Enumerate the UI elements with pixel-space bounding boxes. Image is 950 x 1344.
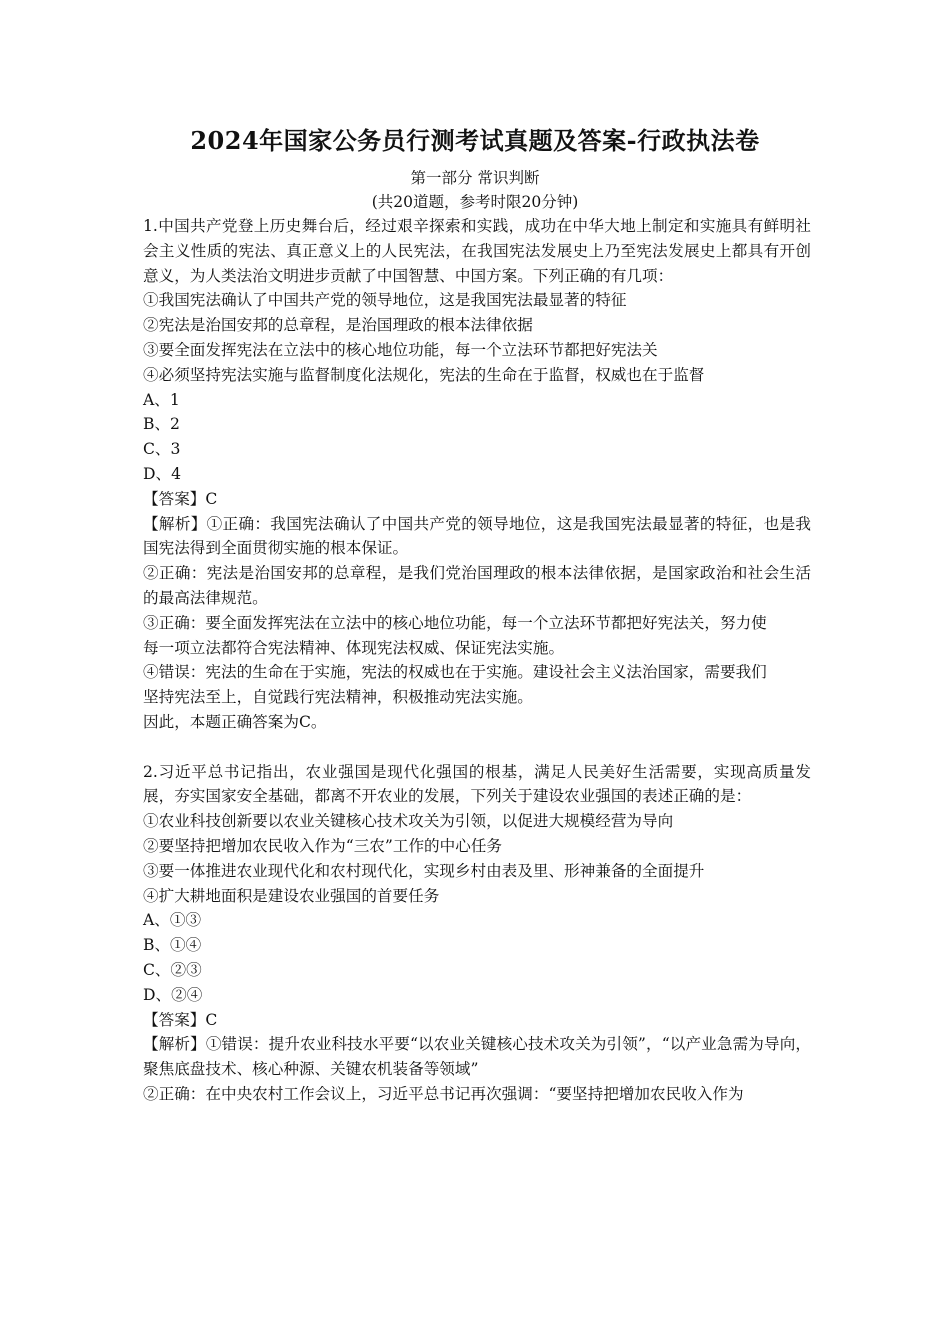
option-a: A、①③ — [143, 911, 202, 930]
document-body — [143, 214, 811, 1107]
analysis-line: ②正确：宪法是治国安邦的总章程，是我们党治国理政的根本法律依据，是国家政治和社会生活的最高法律规范。 — [143, 564, 811, 607]
blank-line — [143, 735, 811, 760]
analysis-line: 坚持宪法至上，自觉践行宪法精神，积极推动宪法实施。 — [143, 688, 533, 707]
option-d: D、4 — [143, 464, 182, 483]
option-c: C、②③ — [143, 960, 202, 979]
question-stem: 2.习近平总书记指出，农业强国是现代化强国的根基，满足人民美好生活需要，实现高质量发展，夯实国家安全基础，都离不开农业的发展，下列关于建设农业强国的表述正确的是： — [143, 762, 811, 806]
option-c: C、3 — [143, 440, 181, 459]
statement-item: ①农业科技创新要以农业关键核心技术攻关为引领，以促进大规模经营为导向 — [143, 812, 674, 831]
question-1 — [143, 214, 811, 735]
answer: 【答案】C — [143, 1010, 218, 1029]
answer: 【答案】C — [143, 489, 218, 508]
statement-item: ④必须坚持宪法实施与监督制度化法规化，宪法的生命在于监督，权威也在于监督 — [143, 365, 705, 384]
option-b: B、2 — [143, 415, 180, 434]
statement-item: ③要一体推进农业现代化和农村现代化，实现乡村由表及里、形神兼备的全面提升 — [143, 861, 705, 880]
option-d: D、②④ — [143, 985, 203, 1004]
statement-item: ①我国宪法确认了中国共产党的领导地位，这是我国宪法最显著的特征 — [143, 291, 627, 310]
option-b: B、①④ — [143, 936, 202, 955]
statement-item: ③要全面发挥宪法在立法中的核心地位功能，每一个立法环节都把好宪法关 — [143, 340, 658, 359]
analysis-line: 【解析】①错误：提升农业科技水平要“以农业关键核心技术攻关为引领”，“以产业急需为导向，聚焦底盘技术、核心种源、关键农机装备等领域” — [143, 1035, 811, 1079]
question-stem: 1.中国共产党登上历史舞台后，经过艰辛探索和实践，成功在中华大地上制定和实施具有鲜明社会主义性质的宪法、真正意义上的人民宪法，在我国宪法发展史上乃至宪法发展史上都具有开创意义，为人类法治文明进步贡献了中国智慧、中国方案。下列正确的有几项： — [143, 217, 811, 285]
analysis-line: 每一项立法都符合宪法精神、体现宪法权威、保证宪法实施。 — [143, 638, 565, 657]
question-2 — [143, 760, 811, 1107]
document-title: 2024年国家公务员行测考试真题及答案-行政执法卷 — [190, 126, 760, 155]
analysis-line: 因此，本题正确答案为C。 — [143, 712, 327, 731]
section-heading: 第一部分 常识判断 — [410, 169, 540, 187]
analysis-line: 【解析】①正确：我国宪法确认了中国共产党的领导地位，这是我国宪法最显著的特征，也是我国宪法得到全面贯彻实施的根本保证。 — [143, 514, 811, 558]
analysis-line: ③正确：要全面发挥宪法在立法中的核心地位功能，每一个立法环节都把好宪法关，努力使 — [143, 613, 767, 632]
statement-item: ④扩大耕地面积是建设农业强国的首要任务 — [143, 886, 440, 905]
analysis-line: ②正确：在中央农村工作会议上，习近平总书记再次强调：“要坚持把增加农民收入作为 — [143, 1084, 744, 1103]
section-note: (共20道题，参考时限20分钟) — [371, 193, 579, 211]
analysis-line: ④错误：宪法的生命在于实施，宪法的权威也在于实施。建设社会主义法治国家，需要我们 — [143, 663, 767, 682]
statement-item: ②要坚持把增加农民收入作为“三农”工作的中心任务 — [143, 836, 503, 855]
option-a: A、1 — [143, 390, 180, 409]
statement-item: ②宪法是治国安邦的总章程，是治国理政的根本法律依据 — [143, 316, 533, 335]
